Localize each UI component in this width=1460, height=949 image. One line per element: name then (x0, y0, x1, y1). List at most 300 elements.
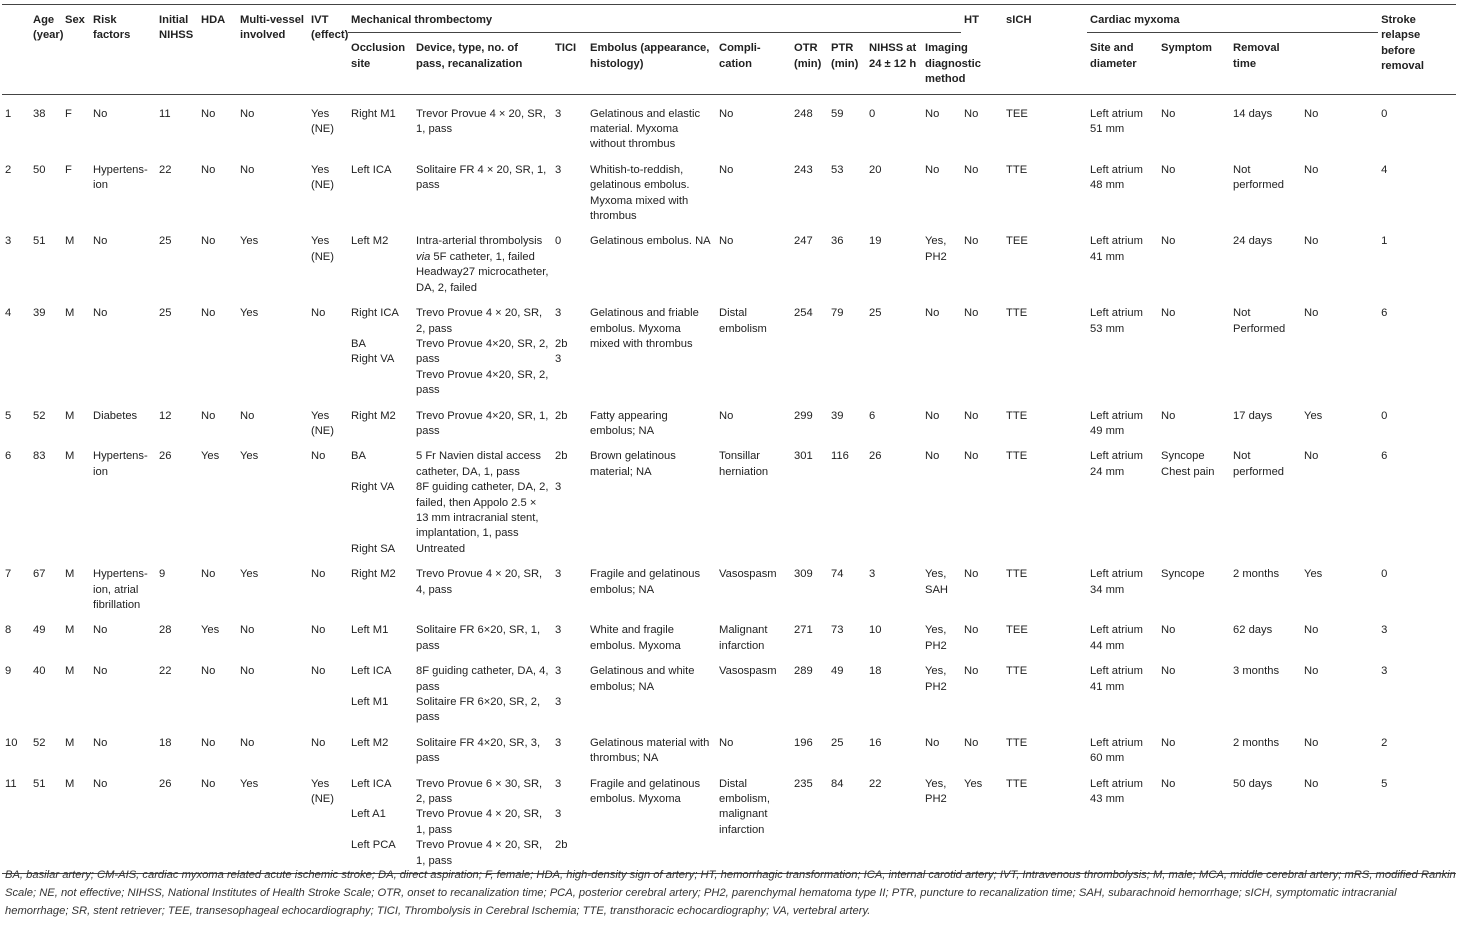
cell-relapse: No (1304, 307, 1319, 320)
header-otr: OTR (min) (794, 42, 822, 70)
cell-removal: 62 days (1233, 624, 1273, 637)
occlusion-entry: Right M2 (351, 409, 396, 422)
device-entry: Solitaire FR 4×20, SR, 3, pass (416, 736, 541, 765)
cell-otr: 289 (794, 665, 813, 678)
header-multi: Multi-vessel involved (240, 14, 305, 42)
cell-risk: No (93, 665, 108, 678)
cell-complication: Distal embolism, malignant infarction (719, 777, 770, 836)
cell-mrs: 0 (1381, 107, 1388, 120)
device-entry: 5 Fr Navien distal access catheter, DA, 1, pass (416, 450, 541, 478)
cell-multi: No (240, 736, 255, 749)
cell-imaging: TEE (1006, 107, 1028, 120)
cell-mrs: 1 (1381, 235, 1388, 248)
device-text: 5F catheter, 1, failed Headway27 microcatheter, DA, 2, failed (416, 250, 549, 294)
tici-entry: 3 (555, 107, 562, 120)
header-ptr: PTR (min) (831, 42, 859, 70)
cell-nihss: 26 (159, 777, 172, 790)
header-risk: Risk factors (93, 14, 131, 42)
cell-occlusion (348, 771, 413, 874)
cell-nihss24: 3 (869, 568, 876, 581)
cell-device (413, 617, 552, 658)
table-row (2, 94, 1456, 157)
cell-complication: Tonsillar herniation (719, 450, 769, 478)
cell-age: 40 (33, 665, 46, 678)
cell-hda: No (201, 736, 216, 749)
tici-entry: 3 (555, 696, 562, 709)
cell-occlusion (348, 157, 413, 229)
cell-age: 51 (33, 235, 46, 248)
cell-relapse: No (1304, 107, 1319, 120)
cell-ht: Yes, PH2 (925, 777, 947, 806)
cell-no: 8 (5, 624, 12, 637)
cell-sex: M (65, 665, 75, 678)
cell-nihss24: 6 (869, 409, 876, 422)
cell-ptr: 116 (831, 450, 849, 463)
cell-occlusion (348, 443, 413, 561)
cell-imaging: TTE (1006, 307, 1028, 320)
cell-sex: M (65, 777, 75, 790)
table-row (2, 617, 1456, 658)
cell-symptom: No (1161, 409, 1176, 422)
cell-nihss24: 22 (869, 777, 882, 790)
cell-sich: No (964, 736, 979, 749)
header-cardiac-myxoma: Cardiac myxoma (1087, 5, 1378, 33)
cell-risk: No (93, 624, 108, 637)
device-entry: Trevo Provue 4 × 20, SR, 2, pass (416, 307, 543, 335)
table-row (2, 771, 1456, 874)
table-row (2, 157, 1456, 229)
cell-relapse: No (1304, 665, 1319, 678)
cell-mrs: 0 (1381, 409, 1388, 422)
cell-symptom: Syncope Chest pain (1161, 450, 1215, 478)
cell-hda: No (201, 568, 216, 581)
cell-otr: 248 (794, 107, 813, 120)
occlusion-entry: Left M2 (351, 235, 389, 248)
header-ivt: IVT (effect) (311, 14, 349, 42)
cell-nihss: 22 (159, 163, 172, 176)
cell-ivt: Yes (NE) (311, 163, 334, 192)
tici-entry: 2b (555, 839, 568, 852)
table-row (2, 658, 1456, 730)
cell-imaging: TTE (1006, 736, 1028, 749)
cell-complication: No (719, 163, 734, 176)
cell-relapse: Yes (1304, 568, 1323, 581)
cell-complication: Vasospasm (719, 665, 777, 678)
cell-complication: No (719, 736, 734, 749)
tici-entry: 2b (555, 337, 568, 350)
cell-removal: Not performed (1233, 450, 1285, 478)
cell-otr: 247 (794, 235, 813, 248)
cell-occlusion (348, 561, 413, 617)
cell-complication: Vasospasm (719, 568, 777, 581)
cell-tici (552, 771, 587, 874)
cell-sich: No (964, 163, 979, 176)
cell-embolus: White and fragile embolus. Myxoma (590, 624, 681, 652)
cell-ivt: Yes (NE) (311, 409, 334, 437)
cell-risk: No (93, 107, 108, 120)
device-text: via (416, 250, 431, 263)
cell-risk: No (93, 736, 108, 749)
cell-occlusion (348, 300, 413, 402)
cell-age: 67 (33, 568, 46, 581)
cell-multi: No (240, 665, 255, 678)
device-entry: 8F guiding catheter, DA, 4, pass (416, 665, 549, 693)
cell-nihss: 18 (159, 736, 172, 749)
cell-ht: Yes, PH2 (925, 235, 947, 263)
cell-sex: M (65, 450, 75, 463)
cell-sex: M (65, 568, 75, 581)
cell-nihss24: 20 (869, 163, 882, 176)
cell-multi: No (240, 107, 255, 120)
header-ht: HT (964, 14, 979, 26)
device-entry: Solitaire FR 6×20, SR, 2, pass (416, 696, 541, 724)
cell-site: Left atrium 44 mm (1090, 624, 1143, 652)
cell-site: Left atrium 49 mm (1090, 409, 1143, 437)
cell-removal: Not performed (1233, 163, 1285, 192)
table-row (2, 403, 1456, 444)
cell-age: 39 (33, 307, 46, 320)
cell-risk: Hypertens-ion, atrial fibrillation (93, 568, 148, 611)
cell-sich: No (964, 235, 979, 248)
cell-embolus: Fragile and gelatinous embolus. Myxoma (590, 777, 701, 806)
device-text: Intra-arterial thrombolysis (416, 235, 543, 248)
cell-imaging: TTE (1006, 163, 1028, 176)
device-entry: Trevo Provue 4×20, SR, 1, pass (416, 409, 549, 437)
cell-no: 1 (5, 107, 12, 120)
occlusion-entry: Left M1 (351, 624, 389, 637)
cell-hda: No (201, 665, 216, 678)
cell-multi: Yes (240, 235, 259, 248)
cell-mrs: 3 (1381, 665, 1388, 678)
cell-ht: Yes, PH2 (925, 624, 947, 652)
table-body (2, 94, 1456, 873)
cell-tici (552, 157, 587, 229)
occlusion-entry: Right VA (351, 481, 395, 494)
cell-device (413, 228, 552, 300)
cell-mrs: 3 (1381, 624, 1388, 637)
cell-no: 11 (5, 777, 17, 790)
cell-removal: 2 months (1233, 568, 1280, 581)
cell-no: 4 (5, 307, 12, 320)
cell-mrs: 5 (1381, 777, 1388, 790)
occlusion-entry: Left ICA (351, 665, 392, 678)
cell-sich: No (964, 624, 979, 637)
header-age: Age (year) (33, 14, 64, 42)
header-imaging: Imaging diagnostic method (925, 42, 981, 86)
occlusion-entry: Left M2 (351, 736, 389, 749)
cell-ptr: 79 (831, 307, 844, 320)
table-row (2, 730, 1456, 771)
cell-removal: 50 days (1233, 777, 1273, 790)
device-entry: 8F guiding catheter, DA, 2, failed, then Appolo 2.5 × 13 mm intracranial stent, implantation, 1, pass (416, 481, 549, 540)
cell-ptr: 36 (831, 235, 844, 248)
device-entry: Untreated (416, 542, 466, 555)
cell-occlusion (348, 617, 413, 658)
cell-nihss: 25 (159, 307, 172, 320)
cell-mrs: 4 (1381, 163, 1388, 176)
cell-no: 2 (5, 163, 12, 176)
cell-device (413, 94, 552, 157)
tici-entry: 3 (555, 353, 562, 366)
header-removal: Removal time (1233, 42, 1280, 70)
occlusion-entry: Left PCA (351, 839, 396, 852)
cell-occlusion (348, 730, 413, 771)
header-occlusion: Occlusion site (351, 42, 406, 70)
cell-occlusion (348, 228, 413, 300)
tici-entry: 2b (555, 409, 568, 422)
cell-risk: No (93, 777, 108, 790)
table-footnote: BA, basilar artery; CM-AIS, cardiac myxoma related acute ischemic stroke; DA, direct aspiration; F, female; HDA, high-density sign of artery; HT, hemorrhagic transformation; ICA, internal carotid artery; IVT, Intravenous thrombolysis; M, male; MCA, middle cerebral artery; mRS, modified Rankin Scale; NE, not effective; NIHSS, National Institutes of Health Stroke Scale; OTR, onset to recanalization time; PCA, posterior cerebral artery; PH2, parenchymal hematoma type II; PTR, puncture to recanalization time; SAH, subarachnoid hemorrhage; sICH, symptomatic intracranial hemorrhage; SR, stent retriever; TEE, transesophageal echocardiography; TICI, Thrombolysis in Cerebral Ischemia; TTE, transthoracic echocardiography; VA, vertebral artery. (5, 869, 1456, 917)
cell-ivt: No (311, 736, 326, 749)
cell-ht: No (925, 307, 940, 320)
cell-hda: No (201, 107, 216, 120)
header-embolus: Embolus (appearance, histology) (590, 42, 710, 70)
cell-sich: No (964, 307, 979, 320)
cell-no: 7 (5, 568, 12, 581)
cell-removal: 24 days (1233, 235, 1273, 248)
cell-device (413, 771, 552, 874)
cell-age: 49 (33, 624, 46, 637)
cell-multi: No (240, 163, 255, 176)
cell-multi: Yes (240, 568, 259, 581)
cell-hda: No (201, 235, 216, 248)
tici-entry: 3 (555, 777, 562, 790)
occlusion-entry: BA (351, 450, 366, 463)
cell-embolus: Fragile and gelatinous embolus; NA (590, 568, 701, 596)
table-row (2, 443, 1456, 561)
cell-no: 5 (5, 409, 12, 422)
cell-symptom: No (1161, 736, 1176, 749)
cell-nihss24: 10 (869, 624, 882, 637)
cell-site: Left atrium 41 mm (1090, 665, 1143, 693)
cell-embolus: Brown gelatinous material; NA (590, 450, 676, 478)
cell-ivt: No (311, 568, 326, 581)
cell-ivt: No (311, 624, 326, 637)
cell-multi: Yes (240, 450, 259, 463)
cell-ptr: 73 (831, 624, 844, 637)
cell-nihss24: 19 (869, 235, 882, 248)
cell-ht: No (925, 450, 940, 463)
occlusion-entry: Left ICA (351, 163, 392, 176)
cell-ptr: 39 (831, 409, 844, 422)
cell-ht: No (925, 409, 940, 422)
cell-relapse: No (1304, 450, 1319, 463)
cell-embolus: Gelatinous material with thrombus; NA (590, 736, 710, 765)
cell-complication: No (719, 107, 734, 120)
header-nihss24: NIHSS at 24 ± 12 h (869, 42, 917, 70)
cell-risk: Hypertens-ion (93, 450, 148, 478)
device-entry: Solitaire FR 4 × 20, SR, 1, pass (416, 163, 547, 192)
cell-sex: M (65, 307, 75, 320)
cell-age: 52 (33, 736, 46, 749)
occlusion-entry: Right VA (351, 353, 395, 366)
tici-entry: 3 (555, 307, 562, 320)
occlusion-entry: Left M1 (351, 696, 389, 709)
cell-nihss24: 26 (869, 450, 882, 463)
header-row-1 (2, 5, 1456, 33)
cell-ivt: Yes (NE) (311, 235, 334, 263)
cell-mrs: 0 (1381, 568, 1388, 581)
cell-multi: Yes (240, 777, 259, 790)
cell-device (413, 403, 552, 444)
occlusion-entry: Right M2 (351, 568, 396, 581)
cell-sex: F (65, 163, 72, 176)
cell-device (413, 300, 552, 402)
cell-no: 6 (5, 450, 12, 463)
device-entry: Trevor Provue 4 × 20, SR, 1, pass (416, 107, 546, 136)
cell-removal: 14 days (1233, 107, 1273, 120)
cell-sich: No (964, 409, 979, 422)
cell-imaging: TTE (1006, 568, 1028, 581)
cell-hda: No (201, 163, 216, 176)
cell-hda: No (201, 777, 216, 790)
cell-nihss24: 25 (869, 307, 882, 320)
cell-relapse: No (1304, 736, 1319, 749)
header-mechanical-thrombectomy: Mechanical thrombectomy (348, 5, 961, 33)
cell-device (413, 658, 552, 730)
cell-imaging: TTE (1006, 409, 1028, 422)
cell-site: Left atrium 51 mm (1090, 107, 1143, 136)
cell-ptr: 84 (831, 777, 844, 790)
cell-no: 3 (5, 235, 12, 248)
cell-tici (552, 94, 587, 157)
cell-nihss: 26 (159, 450, 172, 463)
cell-embolus: Gelatinous and elastic material. Myxoma without thrombus (590, 107, 701, 151)
cell-otr: 309 (794, 568, 813, 581)
header-relapse: Stroke relapse before removal (1381, 14, 1424, 73)
tici-entry: 3 (555, 568, 562, 581)
cell-ivt: Yes (NE) (311, 107, 334, 136)
cell-ht: Yes, SAH (925, 568, 949, 596)
cell-ht: No (925, 163, 940, 176)
cell-otr: 196 (794, 736, 813, 749)
cell-hda: Yes (201, 624, 220, 637)
cell-nihss24: 16 (869, 736, 882, 749)
cell-sich: No (964, 450, 979, 463)
cell-symptom: Syncope (1161, 568, 1205, 581)
header-sex: Sex (65, 14, 85, 26)
header-device: Device, type, no. of pass, recanalization (416, 42, 523, 70)
cell-site: Left atrium 24 mm (1090, 450, 1143, 478)
occlusion-entry: Right M1 (351, 107, 396, 120)
cell-no: 10 (5, 736, 18, 749)
cell-otr: 301 (794, 450, 813, 463)
cell-sex: M (65, 624, 75, 637)
cell-nihss24: 18 (869, 665, 882, 678)
cell-site: Left atrium 48 mm (1090, 163, 1143, 192)
cell-nihss: 28 (159, 624, 172, 637)
header-nihss: Initial NIHSS (159, 14, 194, 42)
cell-age: 83 (33, 450, 46, 463)
cell-relapse: No (1304, 624, 1319, 637)
cell-imaging: TEE (1006, 624, 1028, 637)
cell-removal: 2 months (1233, 736, 1280, 749)
cell-tici (552, 443, 587, 561)
cell-tici (552, 403, 587, 444)
cell-tici (552, 658, 587, 730)
occlusion-entry: Right ICA (351, 307, 399, 320)
cell-sex: M (65, 235, 75, 248)
tici-entry: 3 (555, 481, 562, 494)
cell-tici (552, 300, 587, 402)
device-entry: Trevo Provue 4×20, SR, 2, pass (416, 368, 549, 397)
cell-ptr: 53 (831, 163, 844, 176)
cell-risk: No (93, 235, 108, 248)
header-site: Site and diameter (1090, 42, 1137, 70)
cell-occlusion (348, 403, 413, 444)
cell-ptr: 59 (831, 107, 844, 120)
header-tici: TICI (555, 42, 577, 55)
cell-age: 38 (33, 107, 46, 120)
cell-device (413, 443, 552, 561)
cell-imaging: TTE (1006, 777, 1028, 790)
cell-embolus: Fatty appearing embolus; NA (590, 409, 668, 437)
cell-sich: No (964, 568, 979, 581)
cell-otr: 254 (794, 307, 813, 320)
cell-multi: No (240, 409, 255, 422)
cell-imaging: TTE (1006, 450, 1028, 463)
cell-multi: Yes (240, 307, 259, 320)
cell-nihss: 11 (159, 107, 171, 120)
cell-sex: M (65, 736, 75, 749)
cell-device (413, 730, 552, 771)
table-row (2, 300, 1456, 402)
header-no-2 (2, 33, 30, 94)
cell-complication: No (719, 409, 734, 422)
cell-ivt: No (311, 450, 326, 463)
cell-nihss: 22 (159, 665, 172, 678)
cell-site: Left atrium 41 mm (1090, 235, 1143, 263)
cell-mrs: 2 (1381, 736, 1388, 749)
cell-sich: Yes (964, 777, 983, 790)
cell-complication: Malignant infarction (719, 624, 768, 652)
cell-relapse: No (1304, 163, 1319, 176)
cell-ht: No (925, 736, 940, 749)
tici-entry: 3 (555, 624, 562, 637)
device-entry: Trevo Provue 4 × 20, SR, 1, pass (416, 839, 543, 867)
cell-imaging: TEE (1006, 235, 1028, 248)
cell-tici (552, 730, 587, 771)
cell-embolus: Whitish-to-reddish, gelatinous embolus. Myxoma mixed with thrombus (590, 163, 690, 223)
cell-symptom: No (1161, 624, 1176, 637)
device-entry: Trevo Provue 4 × 20, SR, 1, pass (416, 808, 543, 836)
cell-symptom: No (1161, 307, 1176, 320)
cell-site: Left atrium 53 mm (1090, 307, 1143, 335)
occlusion-entry: Left ICA (351, 777, 392, 790)
cell-otr: 299 (794, 409, 813, 422)
cell-ivt: Yes (NE) (311, 777, 334, 806)
cell-hda: Yes (201, 450, 220, 463)
header-sich: sICH (1006, 14, 1032, 26)
cell-risk: Diabetes (93, 409, 138, 422)
cell-ht: No (925, 107, 940, 120)
device-entry: Solitaire FR 6×20, SR, 1, pass (416, 624, 541, 652)
cell-tici (552, 617, 587, 658)
cell-ptr: 74 (831, 568, 844, 581)
table-row (2, 228, 1456, 300)
cell-sich: No (964, 107, 979, 120)
cell-site: Left atrium 34 mm (1090, 568, 1143, 596)
cell-nihss: 25 (159, 235, 172, 248)
cell-sich: No (964, 665, 979, 678)
tici-entry: 3 (555, 736, 562, 749)
cell-site: Left atrium 43 mm (1090, 777, 1143, 806)
cell-sex: M (65, 409, 75, 422)
cell-risk: No (93, 307, 108, 320)
cell-nihss: 9 (159, 568, 166, 581)
cell-hda: No (201, 307, 216, 320)
cell-embolus: Gelatinous embolus. NA (590, 235, 711, 248)
